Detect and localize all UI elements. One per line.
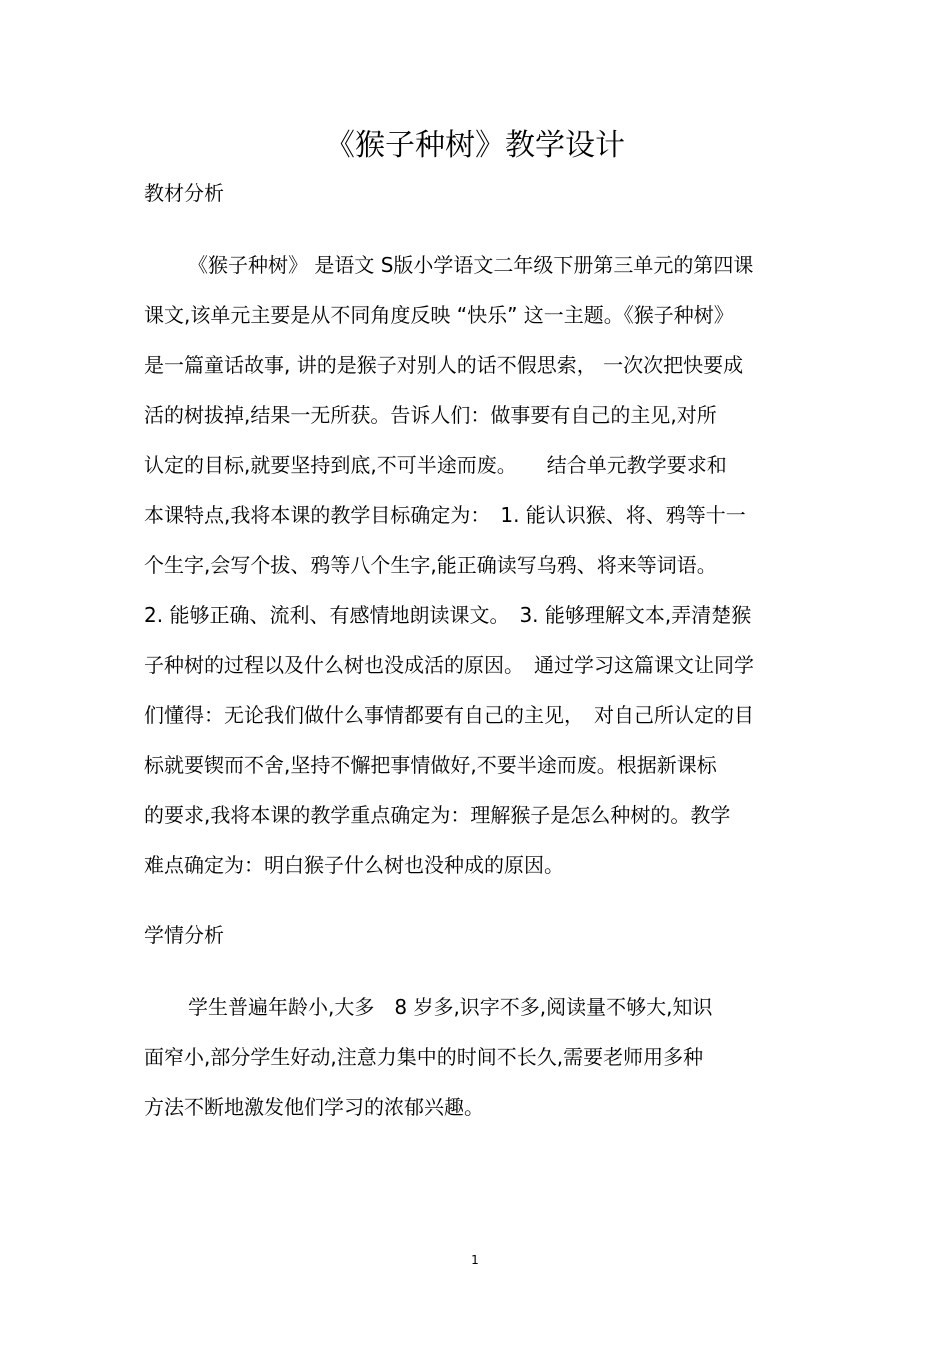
paragraph-line: 活的树拔掉,结果一无所获。告诉人们：做事要有自己的主见,对所 — [144, 403, 717, 427]
section-heading-textbook-analysis: 教材分析 — [144, 181, 224, 205]
paragraph-line: 面窄小,部分学生好动,注意力集中的时间不长久,需要老师用多种 — [144, 1045, 704, 1069]
paragraph-line: 2. 能够正确、流利、有感情地朗读课文。 3. 能够理解文本,弄清楚猴 — [144, 603, 752, 627]
paragraph-line: 学生普遍年龄小,大多 8 岁多,识字不多,阅读量不够大,知识 — [188, 995, 713, 1019]
paragraph-line: 本课特点,我将本课的教学目标确定为： 1. 能认识猴、将、鸦等十一 — [144, 503, 746, 527]
paragraph-line: 子种树的过程以及什么树也没成活的原因。 通过学习这篇课文让同学 — [144, 653, 754, 677]
paragraph-line: 课文,该单元主要是从不同角度反映 “快乐” 这一主题。《猴子种树》 — [144, 303, 734, 327]
paragraph-line: 方法不断地激发他们学习的浓郁兴趣。 — [144, 1095, 484, 1119]
paragraph-line: 认定的目标,就要坚持到底,不可半途而废。 结合单元教学要求和 — [144, 453, 727, 477]
section-heading-learner-analysis: 学情分析 — [144, 923, 224, 947]
paragraph-line: 标就要锲而不舍,坚持不懈把事情做好,不要半途而废。根据新课标 — [144, 753, 717, 777]
document-title: 《猴子种树》教学设计 — [325, 128, 625, 163]
page-number: 1 — [471, 1253, 479, 1267]
paragraph-line: 个生字,会写个拔、鸦等八个生字,能正确读写乌鸦、将来等词语。 — [144, 553, 717, 577]
paragraph-line: 是一篇童话故事, 讲的是猴子对别人的话不假思索， 一次次把快要成 — [144, 353, 744, 377]
paragraph-line: 难点确定为：明白猴子什么树也没种成的原因。 — [144, 853, 564, 877]
paragraph-line: 《猴子种树》 是语文 S版小学语文二年级下册第三单元的第四课 — [188, 253, 754, 277]
paragraph-line: 们懂得：无论我们做什么事情都要有自己的主见， 对自己所认定的目 — [144, 703, 754, 727]
paragraph-line: 的要求,我将本课的教学重点确定为：理解猴子是怎么种树的。教学 — [144, 803, 731, 827]
